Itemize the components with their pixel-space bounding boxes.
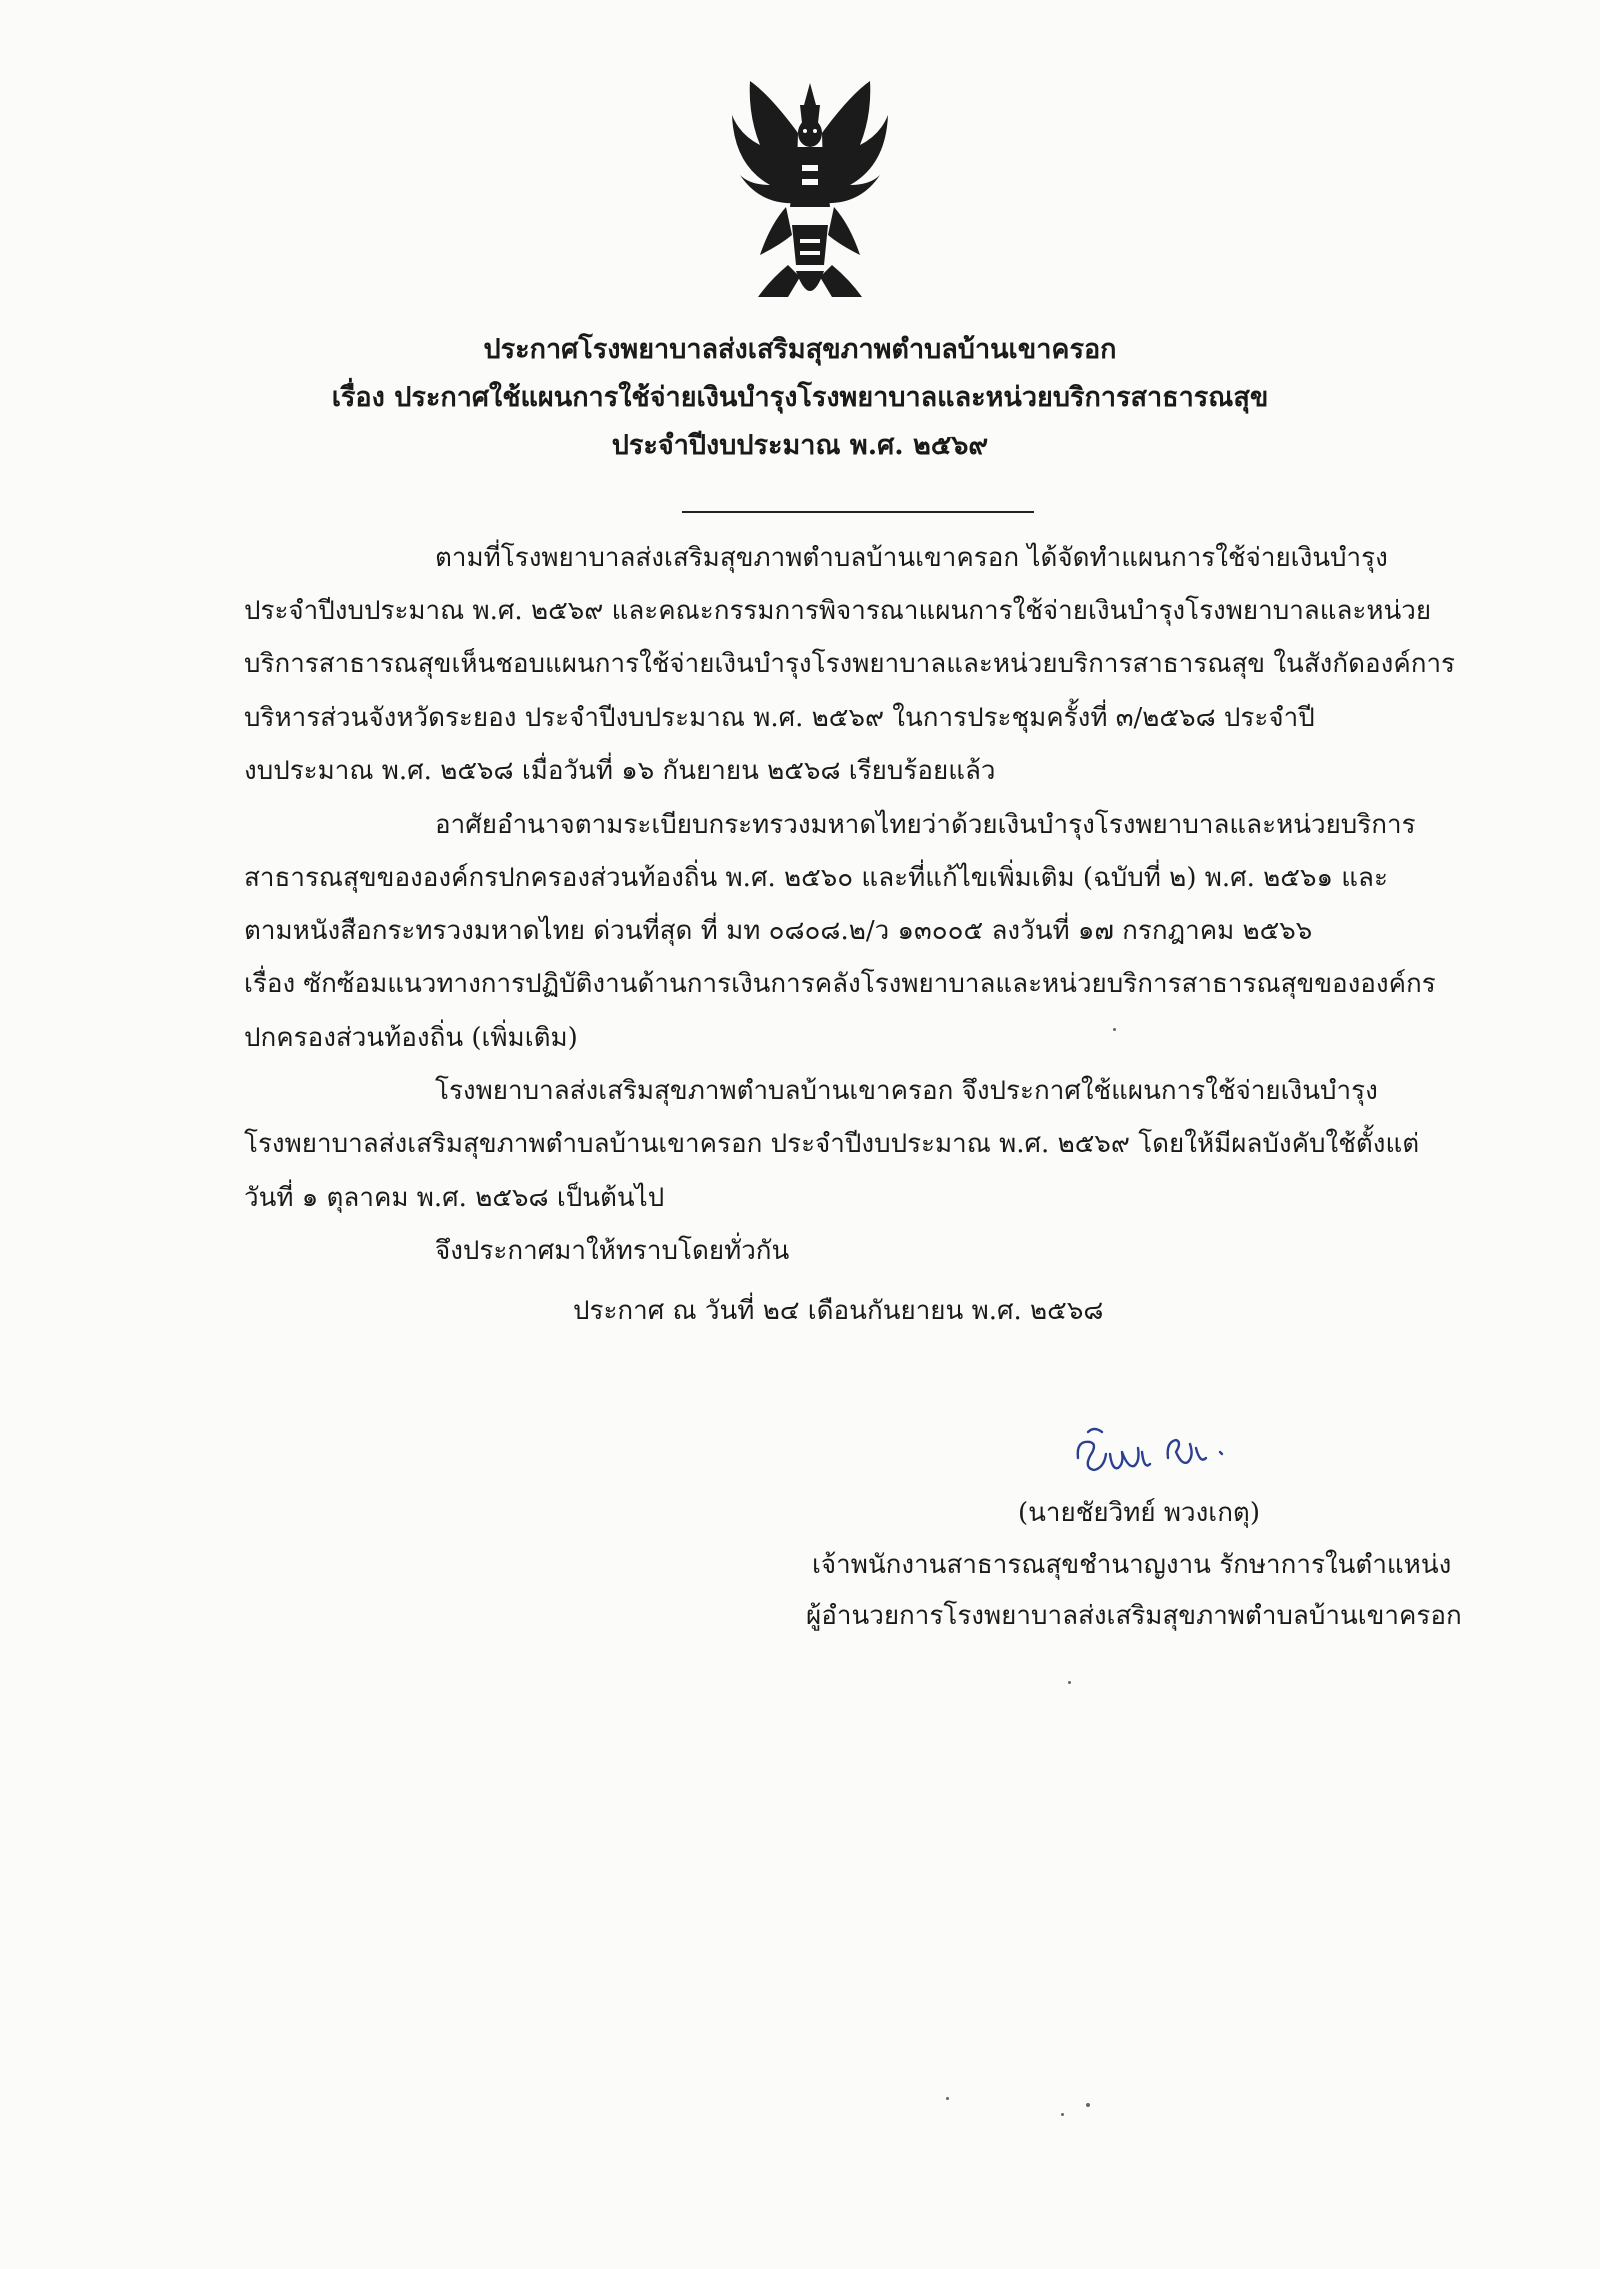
paragraph-1-line: ตามที่โรงพยาบาลส่งเสริมสุขภาพตำบลบ้านเขาครอก ได้จัดทำแผนการใช้จ่ายเงินบำรุง	[435, 543, 1388, 573]
scan-speck	[1068, 1681, 1071, 1684]
paragraph-3-line: โรงพยาบาลส่งเสริมสุขภาพตำบลบ้านเขาครอก ประจำปีงบประมาณ พ.ศ. ๒๕๖๙ โดยให้มีผลบังคับใช้ตั้งแต่	[244, 1129, 1420, 1159]
signer-position: เจ้าพนักงานสาธารณสุขชำนาญงาน รักษาการในตำแหน่ง	[812, 1550, 1452, 1580]
signer-name: (นายชัยวิทย์ พวงเกตุ)	[1018, 1498, 1260, 1528]
garuda-emblem-icon	[730, 75, 890, 315]
paragraph-3-line: โรงพยาบาลส่งเสริมสุขภาพตำบลบ้านเขาครอก จึงประกาศใช้แผนการใช้จ่ายเงินบำรุง	[435, 1076, 1378, 1106]
scan-speck	[946, 2097, 949, 2100]
announcement-date: ประกาศ ณ วันที่ ๒๔ เดือนกันยายน พ.ศ. ๒๕๖๘	[573, 1296, 1104, 1326]
paragraph-1-line: บริการสาธารณสุขเห็นชอบแผนการใช้จ่ายเงินบำรุงโรงพยาบาลและหน่วยบริการสาธารณสุข ในสังกัดองค์การ	[244, 649, 1456, 679]
document-title: ประกาศโรงพยาบาลส่งเสริมสุขภาพตำบลบ้านเขาครอก	[483, 334, 1117, 365]
title-divider	[682, 511, 1034, 513]
paragraph-3-line: วันที่ ๑ ตุลาคม พ.ศ. ๒๕๖๘ เป็นต้นไป	[244, 1183, 665, 1213]
paragraph-2-line: ตามหนังสือกระทรวงมหาดไทย ด่วนที่สุด ที่ มท ๐๘๐๘.๒/ว ๑๓๐๐๕ ลงวันที่ ๑๗ กรกฎาคม ๒๕๖๖	[244, 916, 1313, 946]
document-subject: เรื่อง ประกาศใช้แผนการใช้จ่ายเงินบำรุงโรงพยาบาลและหน่วยบริการสาธารณสุข	[331, 382, 1269, 413]
scan-speck	[1113, 1028, 1116, 1031]
handwritten-signature	[1072, 1418, 1232, 1488]
paragraph-1-line: งบประมาณ พ.ศ. ๒๕๖๘ เมื่อวันที่ ๑๖ กันยายน ๒๕๖๘ เรียบร้อยแล้ว	[244, 756, 996, 786]
paragraph-2-line: ปกครองส่วนท้องถิ่น (เพิ่มเติม)	[244, 1023, 578, 1053]
signer-acting-position: ผู้อำนวยการโรงพยาบาลส่งเสริมสุขภาพตำบลบ้านเขาครอก	[806, 1601, 1462, 1631]
paragraph-1-line: บริหารส่วนจังหวัดระยอง ประจำปีงบประมาณ พ.ศ. ๒๕๖๙ ในการประชุมครั้งที่ ๓/๒๕๖๘ ประจำปี	[244, 703, 1315, 733]
paragraph-2-line: สาธารณสุขขององค์กรปกครองส่วนท้องถิ่น พ.ศ. ๒๕๖๐ และที่แก้ไขเพิ่มเติม (ฉบับที่ ๒) พ.ศ. ๒๕๖๑ และ	[244, 863, 1388, 893]
paragraph-2-line: เรื่อง ซักซ้อมแนวทางการปฏิบัติงานด้านการเงินการคลังโรงพยาบาลและหน่วยบริการสาธารณสุขขององค์กร	[244, 969, 1436, 999]
fiscal-year-line: ประจำปีงบประมาณ พ.ศ. ๒๕๖๙	[611, 430, 989, 461]
scan-speck	[1086, 2103, 1090, 2107]
closing-text: จึงประกาศมาให้ทราบโดยทั่วกัน	[435, 1236, 790, 1266]
paragraph-1-line: ประจำปีงบประมาณ พ.ศ. ๒๕๖๙ และคณะกรรมการพิจารณาแผนการใช้จ่ายเงินบำรุงโรงพยาบาลและหน่วย	[244, 596, 1432, 626]
paragraph-2-line: อาศัยอำนาจตามระเบียบกระทรวงมหาดไทยว่าด้วยเงินบำรุงโรงพยาบาลและหน่วยบริการ	[435, 810, 1416, 840]
scan-speck	[1061, 2113, 1064, 2116]
